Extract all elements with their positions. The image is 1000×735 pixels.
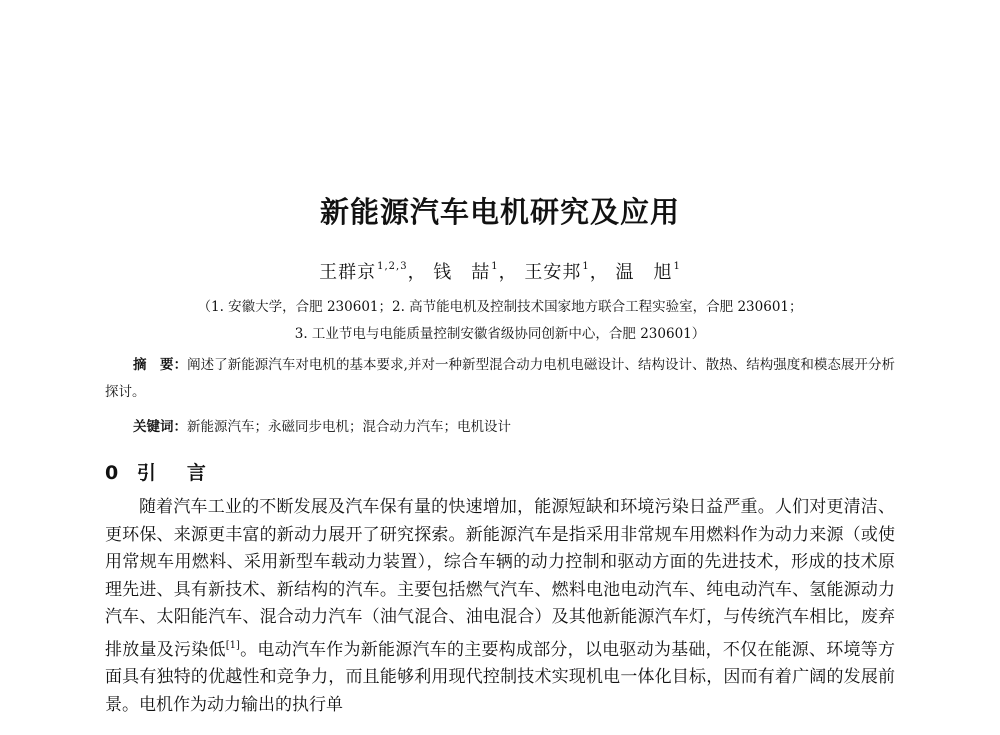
author-list bbox=[0, 258, 1000, 284]
affiliation-line-1: （1. 安徽大学，合肥 230601；2. 高节能电机及控制技术国家地方联合工程实验室，合肥 230601； bbox=[197, 299, 803, 315]
citation-marker: [1] bbox=[225, 639, 240, 651]
author-separator: ， bbox=[589, 262, 609, 283]
body-paragraph bbox=[105, 494, 895, 719]
keywords-text: 新能源汽车；永磁同步电机；混合动力汽车；电机设计 bbox=[187, 419, 511, 435]
keywords-label: 关键词： bbox=[133, 419, 187, 435]
author-name: 温 旭 bbox=[615, 262, 673, 283]
author-affiliation-mark: 1 bbox=[582, 261, 590, 272]
author-affiliation-mark: 1 bbox=[491, 261, 499, 272]
section-number: 0 bbox=[105, 462, 125, 484]
author-separator: ， bbox=[498, 262, 518, 283]
abstract bbox=[105, 352, 895, 406]
author-name: 王群京 bbox=[319, 262, 377, 283]
section-heading bbox=[105, 458, 212, 485]
author-separator: ， bbox=[407, 262, 427, 283]
keywords bbox=[133, 415, 511, 435]
author-affiliation-mark: 1 bbox=[673, 261, 681, 272]
author-name: 王安邦 bbox=[524, 262, 582, 283]
affiliation-line-2: 3. 工业节电与电能质量控制安徽省级协同创新中心，合肥 230601） bbox=[294, 326, 706, 342]
body-text-part-1: 随着汽车工业的不断发展及汽车保有量的快速增加，能源短缺和环境污染日益严重。人们对更清洁、更环保、来源更丰富的新动力展开了研究探索。新能源汽车是指采用非常规车用燃料作为动力来源（或使用常规车用燃料、采用新型车载动力装置），综合车辆的动力控制和驱动方面的先进技术，形成的技术原理先进、具有新技术、新结构的汽车。主要包括燃气汽车、燃料电池电动汽车、纯电动汽车、氢能源动力汽车、太阳能汽车、混合动力汽车（油气混合、油电混合）及其他新能源汽车灯，与传统汽车相比，废弃排放量及污染低 bbox=[105, 497, 895, 660]
author-affiliation-mark: 1,2,3 bbox=[377, 261, 408, 272]
paper-title: 新能源汽车电机研究及应用 bbox=[319, 195, 680, 229]
abstract-label: 摘 要： bbox=[133, 357, 188, 373]
author-name: 钱 喆 bbox=[433, 262, 491, 283]
section-title: 引 言 bbox=[136, 462, 212, 484]
abstract-text: 阐述了新能源汽车对电机的基本要求,并对一种新型混合动力电机电磁设计、结构设计、散热、结构强度和模态展开分析探讨。 bbox=[105, 357, 895, 400]
body-text-part-2: 。电动汽车作为新能源汽车的主要构成部分，以电驱动为基础，不仅在能源、环境等方面具有独特的优越性和竞争力，而且能够利用现代控制技术实现机电一体化目标，因而有着广阔的发展前景。电机作为动力输出的执行单 bbox=[105, 639, 896, 715]
